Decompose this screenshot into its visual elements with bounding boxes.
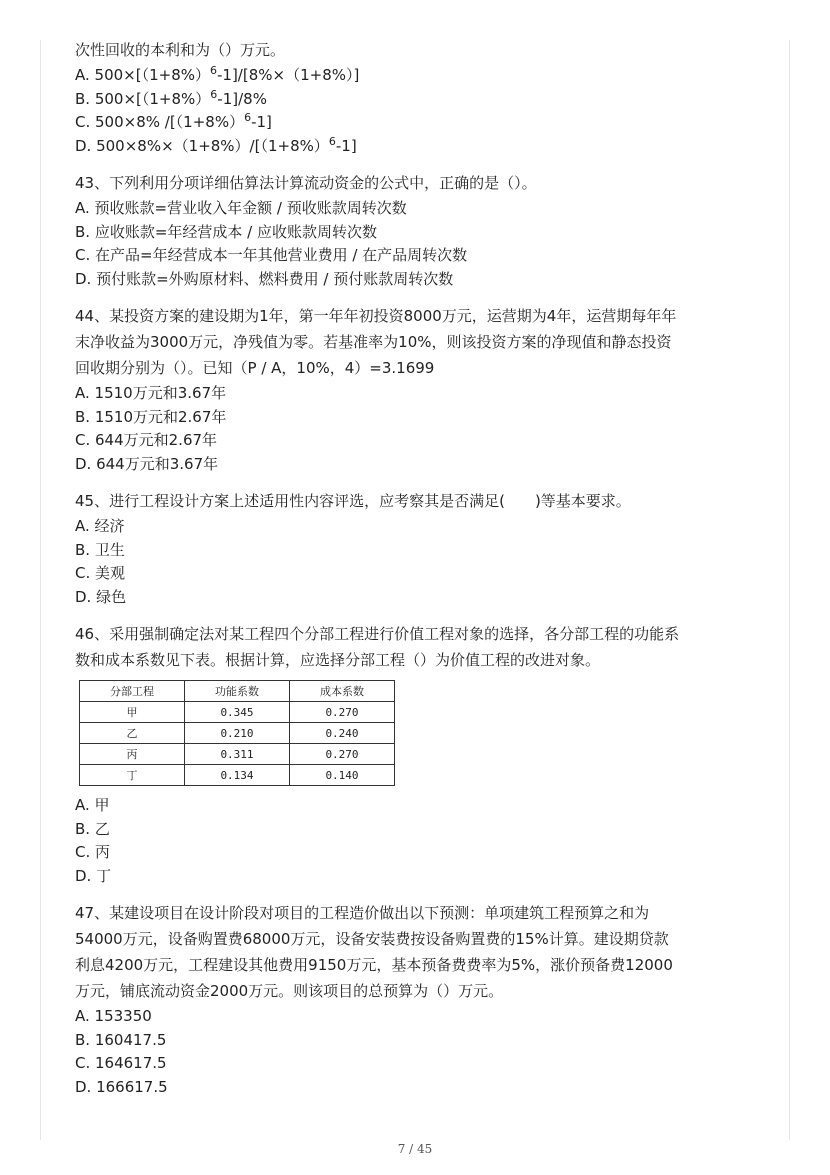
question-47-option-b: B. 160417.5	[75, 1030, 167, 1049]
question-43-option-d: D. 预付账款=外购原材料、燃料费用 / 预付账款周转次数	[75, 269, 454, 288]
page-number: 7 / 45	[397, 1142, 433, 1156]
table-header: 成本系数	[290, 681, 395, 702]
exponent: 6	[328, 134, 336, 148]
question-46-option-d: D. 丁	[75, 866, 112, 885]
coefficient-table	[79, 680, 395, 786]
question-42	[75, 38, 755, 158]
question-43	[75, 171, 755, 291]
question-42-option-d	[75, 135, 755, 159]
question-42-stem: 次性回收的本利和为（）万元。	[75, 41, 286, 59]
table-cell: 0.311	[185, 744, 290, 765]
stem-line: 数和成本系数见下表。根据计算，应选择分部工程（）为价值工程的改进对象。	[75, 651, 601, 669]
question-43-option-c: C. 在产品=年经营成本一年其他营业费用 / 在产品周转次数	[75, 246, 468, 264]
question-46-stem	[75, 622, 755, 672]
option-text: B. 500×[（1+8%）	[75, 89, 211, 108]
stem-line: 47、某建设项目在设计阶段对项目的工程造价做出以下预测：单项建筑工程预算之和为	[75, 904, 650, 922]
table-header-row	[80, 681, 395, 702]
table-cell: 0.210	[185, 723, 290, 744]
question-45-option-b: B. 卫生	[75, 540, 125, 559]
stem-line: 万元，铺底流动资金2000万元。则该项目的总预算为（）万元。	[75, 982, 504, 1000]
question-47-option-a: A. 153350	[75, 1007, 152, 1025]
stem-line: 54000万元，设备购置费68000万元，设备安装费按设备购置费的15%计算。建设期贷款	[75, 930, 669, 948]
stem-line: 利息4200万元，工程建设其他费用9150万元，基本预备费费率为5%，涨价预备费12000	[75, 956, 673, 974]
option-text: -1]	[251, 113, 272, 131]
option-text: D. 500×8%×（1+8%）/[（1+8%）	[75, 136, 329, 155]
question-42-option-a	[75, 64, 755, 88]
stem-line: 46、采用强制确定法对某工程四个分部工程进行价值工程对象的选择，各分部工程的功能系	[75, 625, 680, 643]
question-42-option-b	[75, 88, 755, 112]
table-cell: 0.345	[185, 702, 290, 723]
question-44-option-d: D. 644万元和3.67年	[75, 454, 219, 473]
left-margin-line	[40, 40, 41, 1140]
table-cell: 0.240	[290, 723, 395, 744]
table-row	[80, 702, 395, 723]
table-cell: 乙	[80, 723, 185, 744]
table-cell: 0.140	[290, 765, 395, 786]
table-header: 功能系数	[185, 681, 290, 702]
table-cell: 丁	[80, 765, 185, 786]
question-47	[75, 901, 755, 1099]
stem-line: 回收期分别为（）。已知（P / A，10%，4）=3.1699	[75, 359, 435, 377]
table-row	[80, 765, 395, 786]
question-45-option-a: A. 经济	[75, 517, 125, 535]
table-row	[80, 723, 395, 744]
question-44-stem	[75, 304, 755, 380]
question-44-option-c: C. 644万元和2.67年	[75, 431, 218, 449]
table-row	[80, 744, 395, 765]
question-47-option-c: C. 164617.5	[75, 1054, 167, 1072]
option-text: A. 500×[（1+8%）	[75, 66, 210, 84]
option-text: C. 500×8% /[（1+8%）	[75, 113, 245, 131]
stem-text: 45、进行工程设计方案上述适用性内容评选，应考察其是否满足(	[75, 492, 505, 510]
question-43-stem: 43、下列利用分项详细估算法计算流动资金的公式中，正确的是（）。	[75, 174, 537, 192]
option-text: -1]	[335, 136, 357, 155]
question-44-option-a: A. 1510万元和3.67年	[75, 384, 227, 402]
stem-text: )等基本要求。	[534, 492, 631, 510]
table-cell: 丙	[80, 744, 185, 765]
question-46-option-b: B. 乙	[75, 819, 110, 838]
question-45	[75, 489, 755, 609]
table-cell: 0.270	[290, 702, 395, 723]
option-text: -1]/8%	[217, 89, 267, 108]
exponent: 6	[210, 64, 217, 77]
page-content	[75, 38, 755, 1112]
exponent: 6	[244, 111, 252, 124]
option-text: -1]/[8%×（1+8%）]	[217, 66, 360, 84]
question-46-option-a: A. 甲	[75, 796, 110, 814]
table-cell: 0.134	[185, 765, 290, 786]
stem-line: 44、某投资方案的建设期为1年，第一年年初投资8000万元，运营期为4年，运营期每年年	[75, 307, 677, 325]
stem-line: 末净收益为3000万元，净残值为零。若基准率为10%，则该投资方案的净现值和静态投资	[75, 333, 672, 351]
right-margin-line	[789, 40, 790, 1140]
question-46	[75, 622, 755, 888]
question-45-stem	[75, 489, 755, 513]
question-43-option-b: B. 应收账款=年经营成本 / 应收账款周转次数	[75, 222, 377, 241]
question-47-stem	[75, 901, 755, 1003]
question-46-option-c: C. 丙	[75, 843, 111, 861]
question-45-option-c: C. 美观	[75, 564, 126, 582]
question-42-option-c	[75, 111, 755, 135]
question-45-option-d: D. 绿色	[75, 587, 127, 606]
exponent: 6	[210, 87, 218, 101]
table-header: 分部工程	[80, 681, 185, 702]
question-47-option-d: D. 166617.5	[75, 1077, 168, 1096]
question-43-option-a: A. 预收账款=营业收入年金额 / 预收账款周转次数	[75, 199, 407, 217]
question-44-option-b: B. 1510万元和2.67年	[75, 407, 227, 426]
table-cell: 甲	[80, 702, 185, 723]
table-cell: 0.270	[290, 744, 395, 765]
question-44	[75, 304, 755, 476]
